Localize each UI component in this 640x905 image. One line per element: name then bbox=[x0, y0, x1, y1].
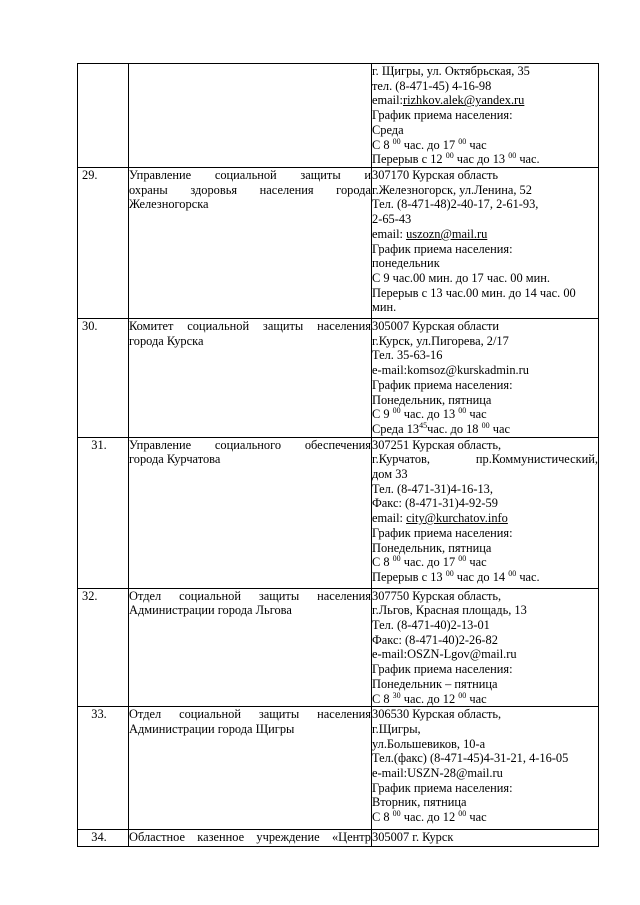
row-number: 31. bbox=[91, 437, 107, 452]
reception-hours: С 8 $^{00}$ час. до 17 $^{00}$ час bbox=[372, 554, 487, 570]
break-hours-cont: мин. bbox=[372, 300, 397, 315]
email-line: email: uszozn@mail.ru bbox=[372, 226, 488, 241]
address-line: г.Курчатов, пр.Коммунистический, bbox=[372, 452, 598, 467]
reception-days: Понедельник – пятница bbox=[372, 676, 498, 691]
reception-days: Понедельник, пятница bbox=[372, 540, 492, 555]
phone-line: Тел. 35-63-16 bbox=[372, 348, 443, 363]
address-line: г.Курск, ул.Пигорева, 2/17 bbox=[372, 333, 509, 348]
contact-info-cell bbox=[372, 168, 599, 319]
organization-name-cell bbox=[129, 168, 372, 319]
organization-name-cell bbox=[129, 319, 372, 438]
reception-hours: С 9 $^{00}$ час. до 13 $^{00}$ час bbox=[372, 406, 487, 422]
organization-name-line: Отдел социальной защиты населения bbox=[129, 588, 371, 603]
address-line: г.Щигры, bbox=[372, 721, 421, 736]
postal-address-line: 307170 Курская область bbox=[372, 168, 499, 182]
organization-name-line: города Курчатова bbox=[129, 452, 221, 467]
reception-hours: С 8 $^{00}$ час. до 12 $^{00}$ час bbox=[372, 809, 487, 825]
phone-line: тел. (8-471-45) 4-16-98 bbox=[372, 78, 492, 93]
row-number-cell bbox=[78, 64, 129, 168]
row-number: 30. bbox=[82, 319, 98, 333]
break-hours: Перерыв с 13 $^{00}$ час до 14 $^{00}$ час. bbox=[372, 568, 540, 584]
address-line: г.Железногорск, ул.Ленина, 52 bbox=[372, 182, 532, 197]
contact-info-cell bbox=[372, 830, 599, 847]
email-line: e-mail:OSZN-Lgov@mail.ru bbox=[372, 647, 517, 662]
address-line: г.Льгов, Красная площадь, 13 bbox=[372, 603, 527, 618]
organization-name-cell bbox=[129, 64, 372, 168]
contact-info-cell bbox=[372, 64, 599, 168]
table-row bbox=[78, 588, 599, 707]
email-link[interactable]: rizhkov.alek@yandex.ru bbox=[402, 93, 525, 108]
organization-name-line: охраны здоровья населения города bbox=[129, 182, 371, 197]
postal-address-line: 307750 Курская область, bbox=[372, 588, 502, 603]
contact-info-cell bbox=[372, 319, 599, 438]
email-line: email: city@kurchatov.info bbox=[372, 511, 508, 526]
table-row bbox=[78, 64, 599, 168]
schedule-heading: График приема населения: bbox=[372, 108, 513, 123]
table-row bbox=[78, 319, 599, 438]
email-line: email:rizhkov.alek@yandex.ru bbox=[372, 93, 525, 108]
reception-days: Понедельник, пятница bbox=[372, 392, 492, 407]
contact-info-cell bbox=[372, 437, 599, 588]
fax-line: Факс: (8-471-31)4-92-59 bbox=[372, 496, 498, 511]
organization-name-line: Областное казенное учреждение «Центр bbox=[129, 830, 371, 845]
phone-line: Тел. (8-471-48)2-40-17, 2-61-93, bbox=[372, 197, 539, 212]
organization-name-line: Управление социального обеспечения bbox=[129, 437, 371, 452]
reception-hours: Среда $13^{45}час$. до 18 $^{00}$ час bbox=[372, 420, 510, 436]
email-link[interactable]: uszozn@mail.ru bbox=[406, 226, 488, 241]
row-number-cell bbox=[78, 437, 129, 588]
address-line: дом 33 bbox=[372, 467, 408, 482]
break-hours: Перерыв с 13 час.00 мин. до 14 час. 00 bbox=[372, 285, 576, 300]
phone-line: Тел. (8-471-31)4-16-13, bbox=[372, 481, 493, 496]
phone-fax-line: Тел.(факс) (8-471-45)4-31-21, 4-16-05 bbox=[372, 751, 569, 766]
address-line: ул.Большевиков, 10-а bbox=[372, 736, 486, 751]
row-number-cell bbox=[78, 588, 129, 707]
email-line: e-mail:komsoz@kurskadmin.ru bbox=[372, 363, 529, 378]
row-number: 34. bbox=[91, 830, 107, 845]
fax-line: Факс: (8-471-40)2-26-82 bbox=[372, 632, 498, 647]
row-number-cell bbox=[78, 319, 129, 438]
email-link[interactable]: city@kurchatov.info bbox=[406, 511, 508, 526]
postal-address-line: 307251 Курская область, bbox=[372, 437, 502, 452]
contact-info-cell bbox=[372, 707, 599, 830]
organization-name-cell bbox=[129, 588, 372, 707]
row-number: 29. bbox=[82, 168, 98, 182]
schedule-heading: График приема населения: bbox=[372, 525, 513, 540]
reception-days: Среда bbox=[372, 122, 404, 137]
organization-name-line: Администрации города Щигры bbox=[129, 721, 295, 736]
phone-line: 2-65-43 bbox=[372, 212, 412, 227]
organizations-table bbox=[77, 63, 599, 847]
address-line: г. Щигры, ул. Октябрьская, 35 bbox=[372, 64, 530, 78]
reception-hours: С 9 час.00 мин. до 17 час. 00 мин. bbox=[372, 270, 550, 285]
schedule-heading: График приема населения: bbox=[372, 377, 513, 392]
organization-name-line: города Курска bbox=[129, 333, 204, 348]
postal-address-line: 306530 Курская область, bbox=[372, 707, 502, 722]
organization-name-cell bbox=[129, 830, 372, 847]
row-number-cell bbox=[78, 830, 129, 847]
contact-info-cell bbox=[372, 588, 599, 707]
postal-address-line: 305007 г. Курск bbox=[372, 830, 454, 845]
schedule-heading: График приема населения: bbox=[372, 780, 513, 795]
organization-name-cell bbox=[129, 707, 372, 830]
row-number: 32. bbox=[82, 588, 98, 603]
reception-days: Вторник, пятница bbox=[372, 795, 467, 810]
reception-hours: С 8 $^{00}$ час. до 17 $^{00}$ час bbox=[372, 136, 487, 152]
reception-days: понедельник bbox=[372, 256, 440, 271]
table-row bbox=[78, 168, 599, 319]
organization-name-line: Отдел социальной защиты населения bbox=[129, 707, 371, 722]
organization-name-line: Комитет социальной защиты населения bbox=[129, 319, 371, 333]
reception-hours: С 8 $^{30}$ час. до 12 $^{00}$ час bbox=[372, 690, 487, 706]
organization-name-cell bbox=[129, 437, 372, 588]
row-number-cell bbox=[78, 168, 129, 319]
table-row bbox=[78, 830, 599, 847]
schedule-heading: График приема населения: bbox=[372, 241, 513, 256]
break-hours: Перерыв с 12 $^{00}$ час до 13 $^{00}$ час. bbox=[372, 151, 540, 167]
email-line: e-mail:USZN-28@mail.ru bbox=[372, 766, 503, 781]
row-number: 33. bbox=[91, 707, 107, 722]
organization-name-line: Железногорска bbox=[129, 197, 209, 212]
table-row bbox=[78, 707, 599, 830]
table-row bbox=[78, 437, 599, 588]
postal-address-line: 305007 Курская области bbox=[372, 319, 500, 333]
row-number-cell bbox=[78, 707, 129, 830]
phone-line: Тел. (8-471-40)2-13-01 bbox=[372, 618, 490, 633]
organization-name-line: Управление социальной защиты и bbox=[129, 168, 371, 182]
schedule-heading: График приема населения: bbox=[372, 662, 513, 677]
organization-name-line: Администрации города Льгова bbox=[129, 603, 292, 618]
